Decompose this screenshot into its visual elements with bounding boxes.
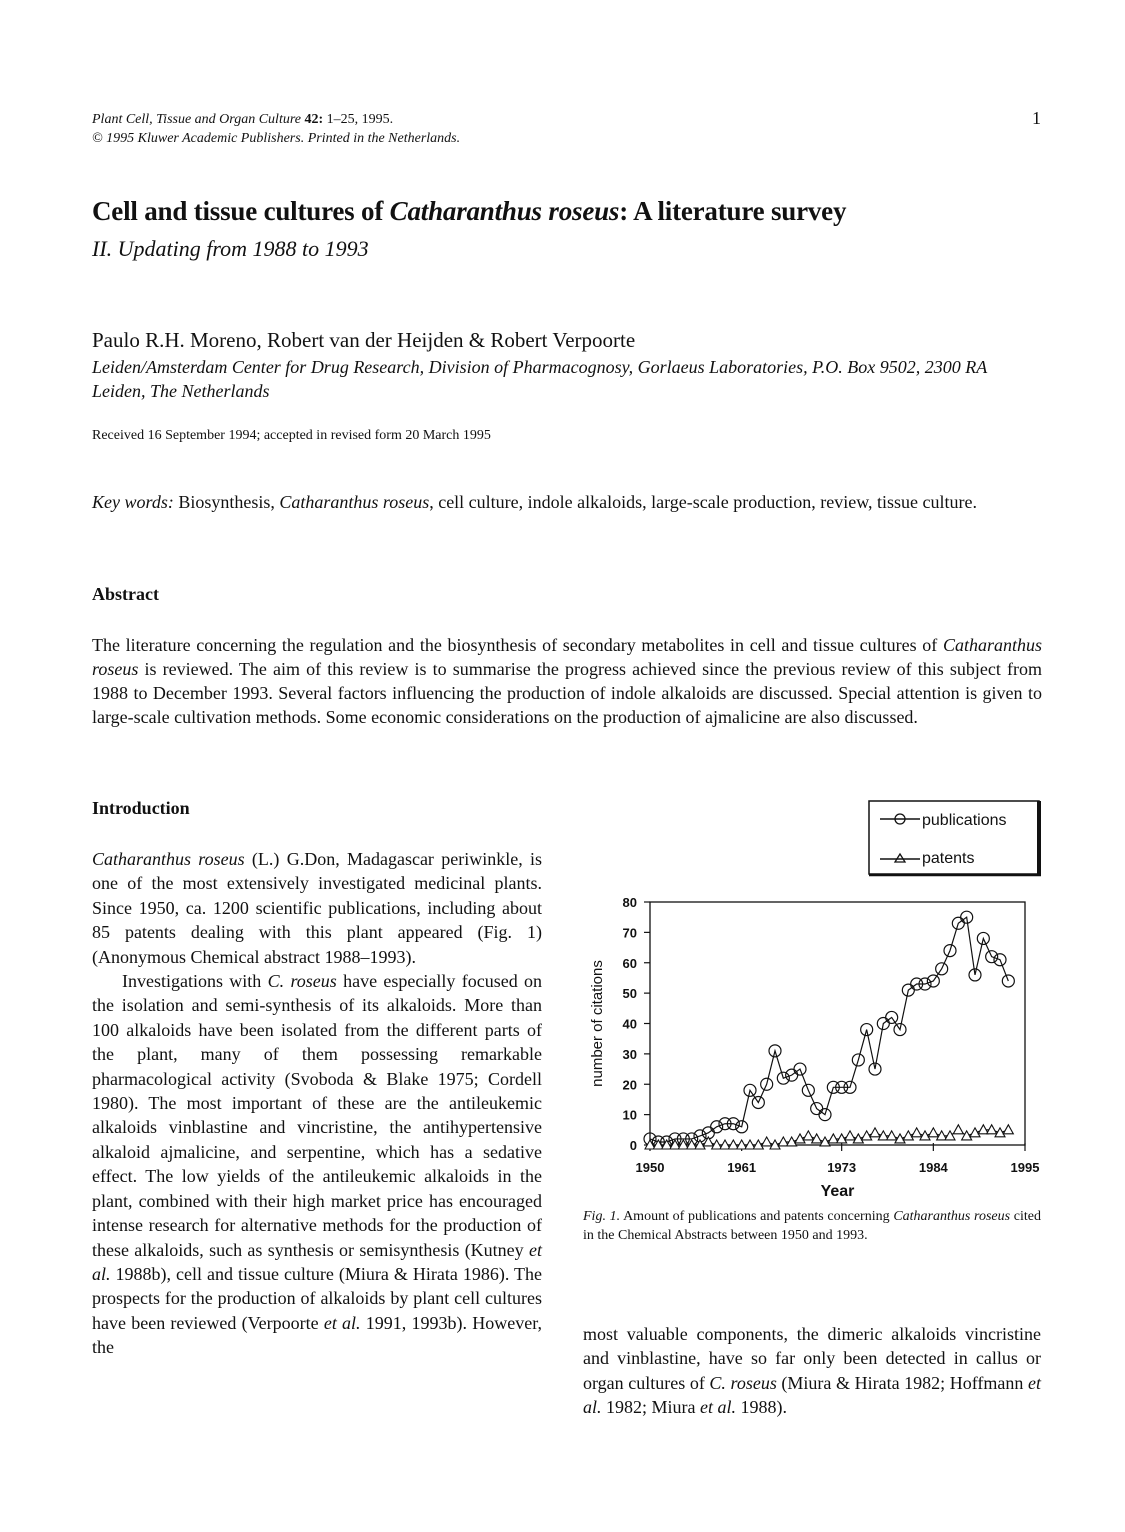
plot-frame (650, 902, 1025, 1145)
keywords: Key words: Biosynthesis, Catharanthus roseus, cell culture, indole alkaloids, large-scale production, review, tissue culture. (92, 492, 978, 512)
y-tick-label: 60 (622, 955, 637, 971)
figure-caption: Fig. 1. Amount of publications and patents concerning Catharanthus roseus cited in the Chemical Abstracts between 1950 and 1993. (583, 1209, 1041, 1243)
x-tick-label: 1950 (635, 1160, 665, 1175)
page-number: 1 (1032, 108, 1041, 128)
point-patents (820, 1137, 830, 1146)
point-patents (970, 1128, 980, 1137)
paper-subtitle: II. Updating from 1988 to 1993 (92, 236, 369, 261)
legend-label-publications: publications (922, 812, 1007, 829)
paper-title: Cell and tissue cultures of Catharanthus roseus: A literature survey (92, 196, 847, 226)
point-patents (895, 1134, 905, 1143)
point-patents (795, 1134, 805, 1143)
abstract-heading: Abstract (92, 584, 159, 604)
journal-volume: 42: (304, 112, 324, 127)
y-tick-label: 80 (622, 895, 637, 910)
journal-pages: 1–25, 1995. (326, 112, 394, 127)
point-patents (812, 1134, 822, 1143)
figure-label: Fig. 1. (583, 1209, 621, 1224)
journal-header (92, 110, 460, 148)
copyright-line: © 1995 Kluwer Academic Publishers. Printed in the Netherlands. (92, 131, 461, 146)
affiliation: Leiden/Amsterdam Center for Drug Research, Division of Pharmacognosy, Gorlaeus Laboratories, P.O. Box 9502, 2300 RA Leiden, The Netherlands (92, 357, 987, 401)
title-species: Catharanthus roseus (389, 196, 620, 226)
y-tick-label: 70 (622, 925, 637, 941)
x-tick-label: 1995 (1010, 1160, 1040, 1175)
point-patents (928, 1128, 938, 1137)
abstract-body: The literature concerning the regulation and the biosynthesis of secondary metabolites in cell and tissue cultures of Catharanthus roseus is reviewed. The aim of this review is to summarise the progress achieved since the previous review of this subject from 1988 to December 1993. Several factors influencing the production of indole alkaloids are discussed. Special attention is given to large-scale cultivation methods. Some economic considerations on the production of ajmalicine are also discussed. (92, 635, 1042, 727)
x-tick-label: 1961 (727, 1160, 757, 1175)
x-axis-label: Year (820, 1183, 855, 1200)
y-axis-label: number of citations (589, 960, 606, 1087)
x-tick-label: 1984 (918, 1160, 948, 1175)
introduction-right-column (583, 1322, 1041, 1420)
legend-label-patents: patents (922, 850, 975, 867)
intro-paragraph-3: most valuable components, the dimeric alkaloids vincristine and vinblastine, have so far only been detected in callus or organ cultures of C. roseus (Miura & Hirata 1982; Hoffmann et al. 1982; Miura et al. 1988). (583, 1324, 1041, 1418)
point-patents (762, 1137, 772, 1146)
series-line-publications (650, 917, 1008, 1142)
point-patents (962, 1131, 972, 1140)
point-patents (920, 1131, 930, 1140)
citations-chart (575, 795, 1045, 1205)
y-tick-label: 0 (629, 1138, 637, 1153)
point-patents (853, 1134, 863, 1143)
point-patents (870, 1128, 880, 1137)
point-patents (845, 1131, 855, 1140)
journal-name: Plant Cell, Tissue and Organ Culture (92, 112, 301, 127)
point-patents (953, 1125, 963, 1134)
introduction-heading: Introduction (92, 798, 190, 818)
point-patents (995, 1128, 1005, 1137)
received-date: Received 16 September 1994; accepted in revised form 20 March 1995 (92, 428, 491, 443)
authors: Paulo R.H. Moreno, Robert van der Heijden & Robert Verpoorte (92, 328, 636, 352)
point-patents (1003, 1125, 1013, 1134)
point-patents (912, 1128, 922, 1137)
intro-paragraph-1: Catharanthus roseus (L.) G.Don, Madagascar periwinkle, is one of the most extensively investigated medicinal plants. Since 1950, ca. 1200 scientific publications, including about 85 patents dealing with this plant appeared (Fig. 1) (Anonymous Chemical abstract 1988–1993). (92, 849, 542, 967)
chart-legend (869, 801, 1041, 875)
point-patents (903, 1131, 913, 1140)
y-tick-label: 40 (622, 1016, 637, 1032)
y-tick-label: 30 (622, 1046, 637, 1062)
intro-paragraph-2: Investigations with C. roseus have especially focused on the isolation and semi-synthesis of its alkaloids. More than 100 alkaloids have been isolated from the different parts of the plant, many of them possessing remarkable pharmacological activity (Svoboda & Blake 1975; Cordell 1980). The most important of these are the antileukemic alkaloids vinblastine and vincristine, the antihypertensive alkaloid ajmalicine, and serpentine, which has a sedative effect. The low yields of the antileukemic alkaloids in the plant, combined with their high market price has encouraged intense research for alternative methods for the production of these alkaloids, such as synthesis or semisynthesis (Kutney et al. 1988b), cell and tissue culture (Miura & Hirata 1986). The prospects for the production of alkaloids by plant cell cultures have been reviewed (Verpoorte et al. 1991, 1993b). However, the (92, 971, 543, 1358)
point-patents (803, 1131, 813, 1140)
keywords-label: Key words: (92, 492, 174, 512)
y-tick-label: 10 (622, 1107, 637, 1123)
x-tick-label: 1973 (827, 1160, 857, 1175)
introduction-left-column (92, 847, 542, 1360)
y-tick-label: 20 (622, 1077, 637, 1093)
point-patents (862, 1131, 872, 1140)
y-tick-label: 50 (622, 986, 637, 1002)
